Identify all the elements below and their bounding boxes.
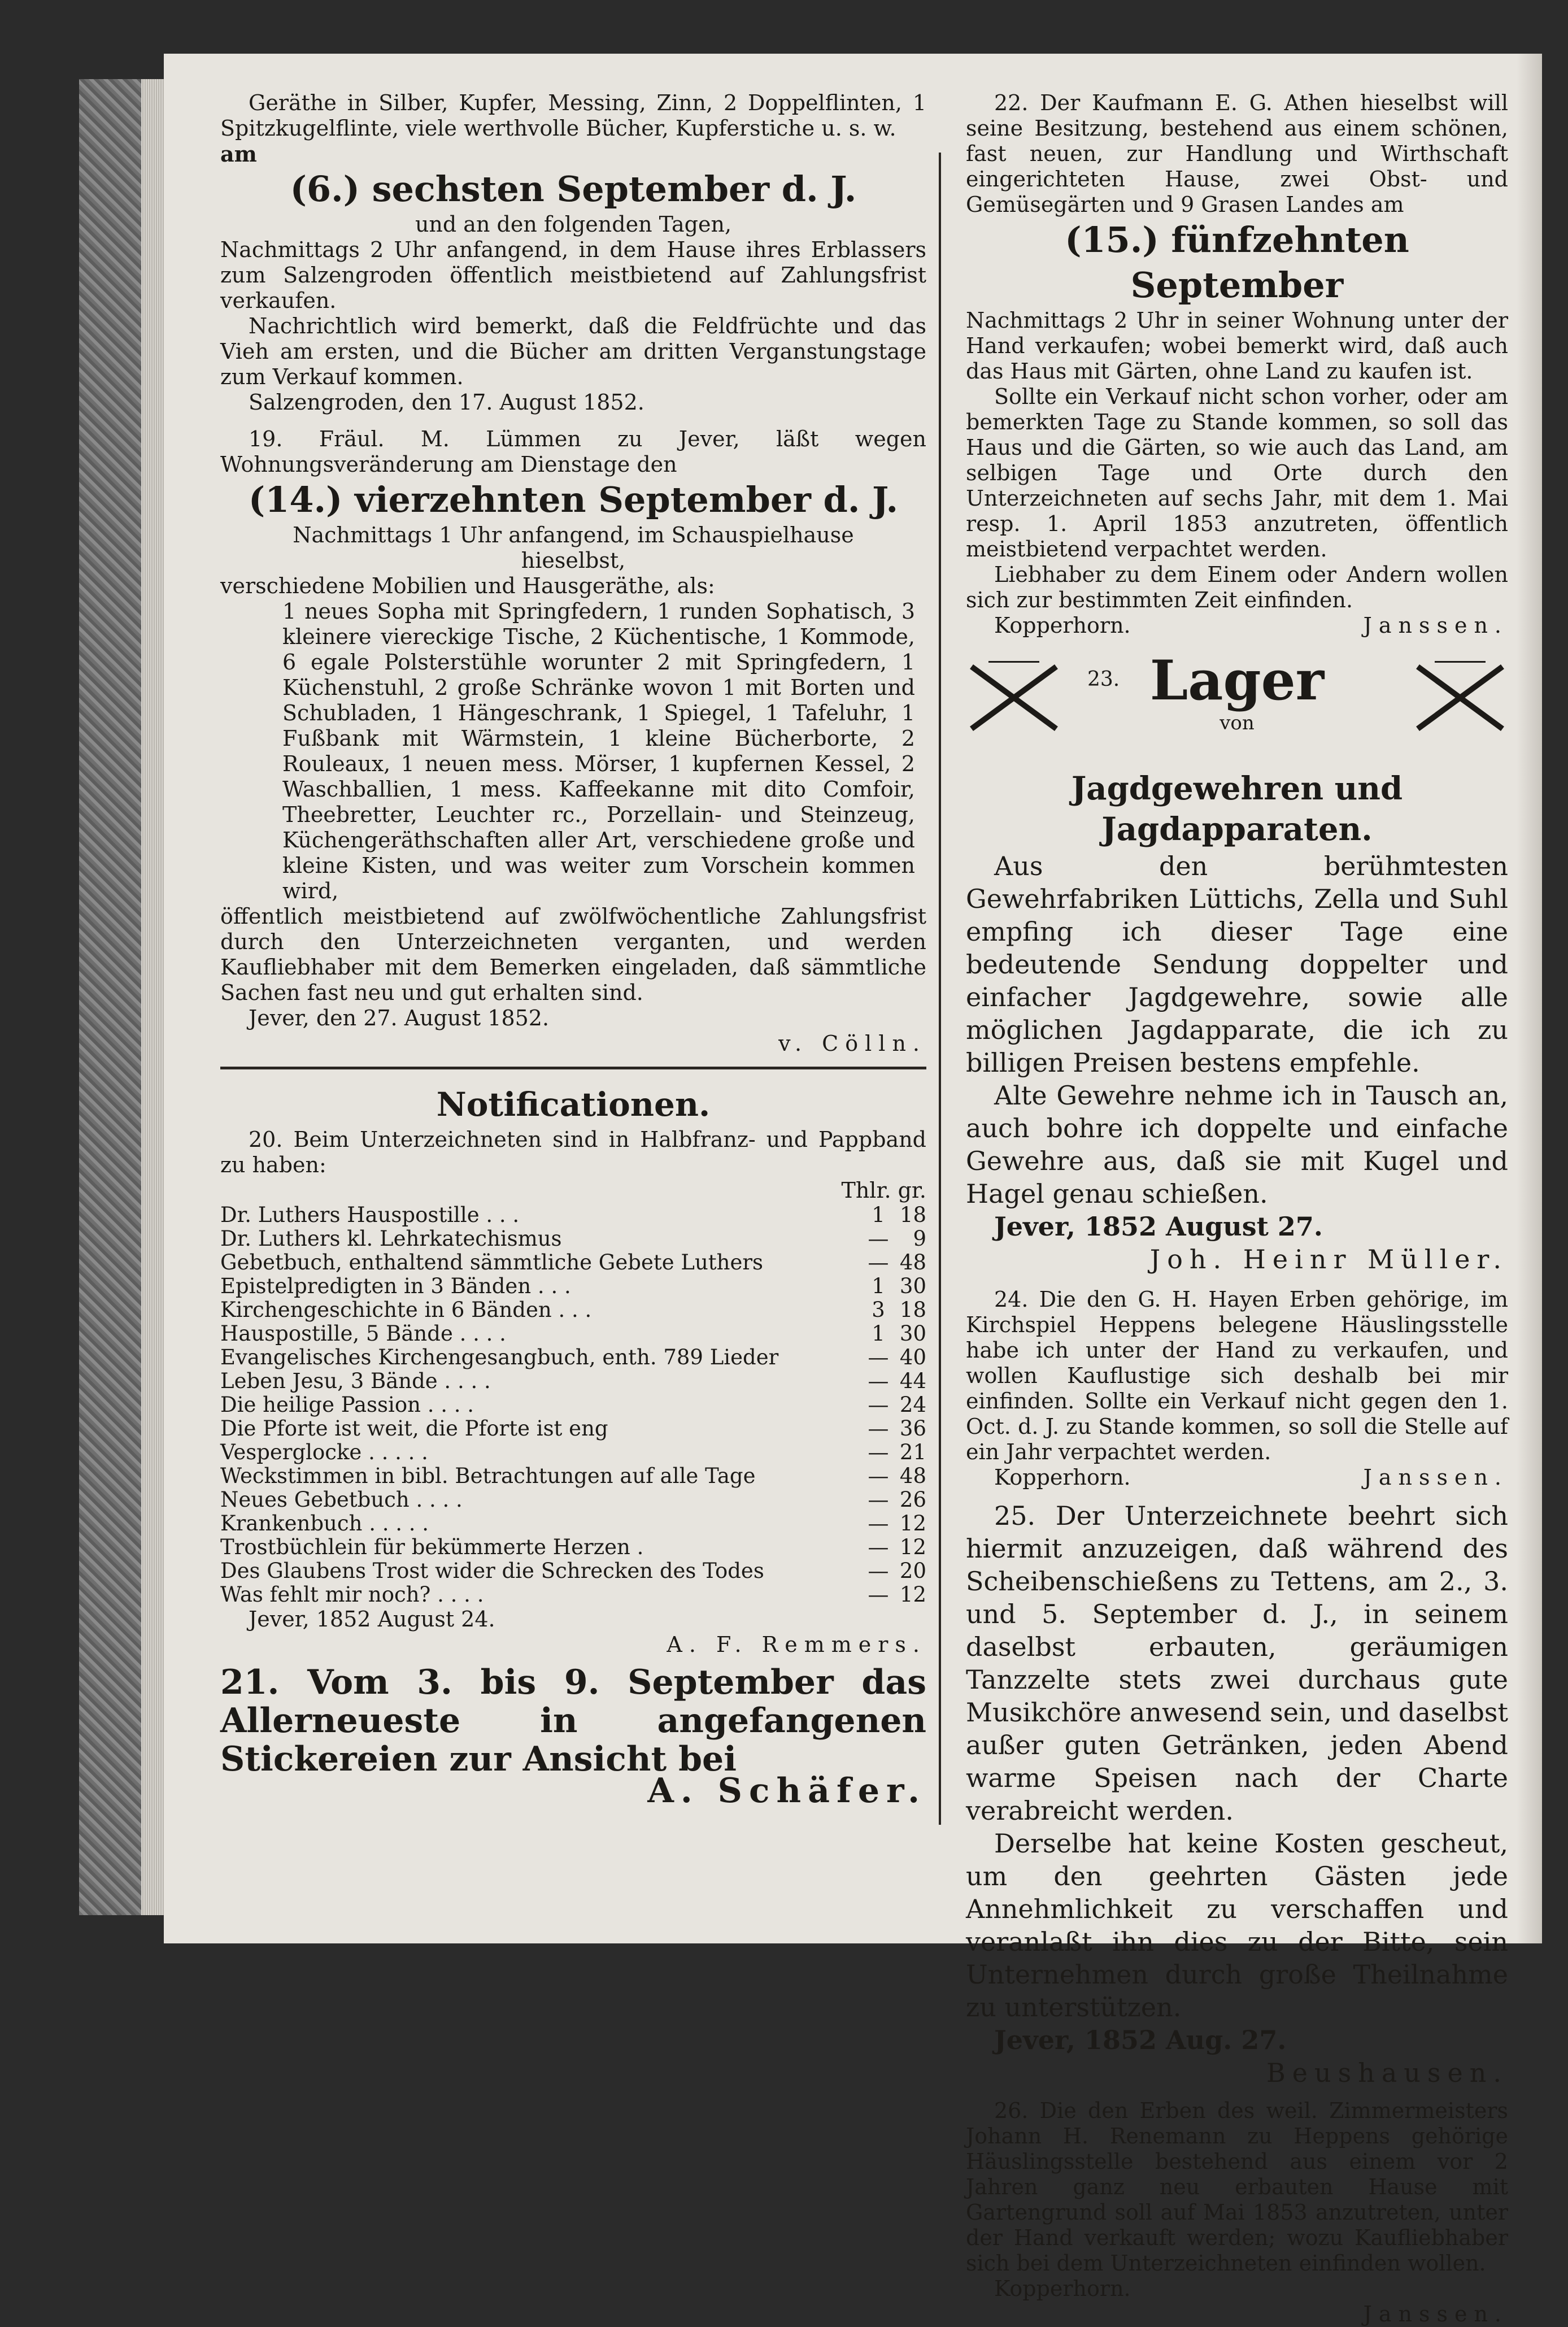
price-thaler: —	[868, 1393, 889, 1417]
price-thaler: 1	[872, 1203, 885, 1227]
lager-von: von	[1219, 712, 1255, 734]
table-row	[220, 1559, 926, 1583]
price-groschen: 40	[899, 1345, 926, 1369]
book-title: Was fehlt mir noch? . . . .	[220, 1582, 484, 1607]
book-title: Vesperglocke . . . . .	[220, 1440, 428, 1464]
item-text: Nachmittags 2 Uhr in seiner Wohnung unter der Hand verkaufen; wobei bemerkt wird, daß auch das Haus mit Gärten, ohne Land zu kaufen ist.	[966, 308, 1508, 384]
item-place-date: Jever, den 27. August 1852.	[249, 1006, 550, 1030]
table-row	[220, 1417, 926, 1441]
book-title: Epistelpredigten in 3 Bänden . . .	[220, 1274, 571, 1298]
book-title: Kirchengeschichte in 6 Bänden . . .	[220, 1298, 592, 1322]
price-groschen: 12	[899, 1582, 926, 1607]
signature: Beushausen.	[1266, 2058, 1508, 2088]
book-title: Trostbüchlein für bekümmerte Herzen .	[220, 1535, 644, 1559]
book-title: Krankenbuch . . . . .	[220, 1511, 429, 1536]
price-thaler: —	[868, 1511, 889, 1536]
item-text: Derselbe hat keine Kosten gescheut, um den geehrten Gästen jede Annehmlichkeit zu verschaffen und veranlaßt ihn dies zu der Bitte, sein Unternehmen durch große Theilnahme zu unterstützen.	[966, 1828, 1508, 2022]
price-thaler: 1	[872, 1274, 885, 1298]
item-text: 22. Der Kaufmann E. G. Athen hieselbst will seine Besitzung, bestehend aus einem schönen, fast neuen, zur Handlung und Wirthschaft eingerichteten Hause, zwei Obst- und Gemüsegärten und 9 Grasen Landes am	[966, 90, 1508, 217]
lager-title: Lager	[1149, 649, 1325, 712]
price-groschen: 48	[899, 1250, 926, 1275]
price-groschen: 44	[899, 1369, 926, 1393]
item-text: hieselbst,	[521, 548, 626, 573]
signature: v. Cölln.	[778, 1031, 926, 1056]
item-text: 26. Die den Erben des weil. Zimmermeisters Johann H. Renemann zu Heppens gehörige Häuslingsstelle bestehend aus einem vor 2 Jahren ganz neu erbauten Hause mit Gartengrund soll auf Mai 1853 anzutreten, unter der Hand verkauft werden; wozu Kaufliebhaber sich bei dem Unterzeichneten einfinden wollen.	[966, 2098, 1508, 2276]
price-thaler: —	[868, 1416, 889, 1441]
table-row	[220, 1322, 926, 1346]
price-thaler: —	[868, 1464, 889, 1488]
price-thaler: —	[868, 1345, 889, 1369]
table-row	[220, 1488, 926, 1512]
item-text: Sollte ein Verkauf nicht schon vorher, oder am bemerkten Tage zu Stande kommen, so soll das Haus und die Gärten, so wie auch das Land, am selbigen Tage und Orte durch den Unterzeichneten auf sechs Jahr, mit dem 1. Mai resp. 1. April 1853 anzutreten, öffentlich meistbietend verpachtet werden.	[966, 384, 1508, 562]
price-groschen: 12	[899, 1511, 926, 1536]
column-divider	[939, 153, 941, 1825]
book-title: Evangelisches Kirchengesangbuch, enth. 789 Lieder	[220, 1345, 779, 1369]
signature: Janssen.	[1363, 2302, 1508, 2326]
crossed-rifles-icon	[1412, 661, 1508, 734]
table-row	[220, 1536, 926, 1559]
price-groschen: 20	[899, 1559, 926, 1583]
table-row	[220, 1441, 926, 1464]
book-title: Hauspostille, 5 Bände . . . .	[220, 1321, 506, 1346]
price-thaler: —	[868, 1440, 889, 1464]
table-row	[220, 1369, 926, 1393]
page-edges	[141, 79, 167, 1915]
lager-header	[966, 650, 1508, 768]
item-text: Nachmittags 2 Uhr anfangend, in dem Hause ihres Erblassers zum Salzengroden öffentlich meistbietend auf Zahlungsfrist verkaufen.	[220, 237, 926, 313]
price-thaler: —	[868, 1582, 889, 1607]
date-heading: (6.) sechsten September d. J.	[290, 168, 857, 210]
item-text: Aus den berühmtesten Gewehrfabriken Lüttichs, Zella und Suhl empfing ich dieser Tage eine bedeutende Sendung doppelter und einfacher Jagdgewehre, sowie alle möglichen Jagdapparate, die ich zu billigen Preisen bestens empfehle.	[966, 851, 1508, 1078]
item-text: Geräthe in Silber, Kupfer, Messing, Zinn, 2 Doppelflinten, 1 Spitzkugelflinte, viele werthvolle Bücher, Kupferstiche u. s. w.	[220, 90, 926, 141]
date-heading: (14.) vierzehnten September d. J.	[248, 479, 899, 520]
lager-subtitle: Jagdgewehren und Jagdapparaten.	[1071, 770, 1403, 848]
book-title: Dr. Luthers kl. Lehrkatechismus	[220, 1226, 562, 1251]
item-text: am	[220, 141, 257, 167]
price-thaler: —	[868, 1535, 889, 1559]
signature: A. Schäfer.	[647, 1771, 926, 1811]
item-text: und an den folgenden Tagen,	[415, 212, 732, 237]
item-text: 19. Fräul. M. Lümmen zu Jever, läßt wegen Wohnungsveränderung am Dienstage den	[220, 427, 926, 477]
item-place-date	[966, 1465, 1508, 1490]
price-thaler: —	[868, 1250, 889, 1275]
price-groschen: 18	[899, 1203, 926, 1227]
table-row	[220, 1298, 926, 1322]
item-place-date: Salzengroden, den 17. August 1852.	[249, 390, 644, 415]
price-groschen: 9	[913, 1226, 926, 1251]
item-text: Liebhaber zu dem Einem oder Andern wollen sich zur bestimmten Zeit einfinden.	[966, 562, 1508, 612]
book-title: Gebetbuch, enthaltend sämmtliche Gebete Luthers	[220, 1250, 764, 1275]
book-title: Leben Jesu, 3 Bände . . . .	[220, 1369, 491, 1393]
price-groschen: 30	[899, 1321, 926, 1346]
signature: A. F. Remmers.	[667, 1632, 926, 1657]
table-row	[220, 1203, 926, 1227]
book-title: Dr. Luthers Hauspostille . . .	[220, 1203, 520, 1227]
currency-header: Thlr. gr.	[841, 1178, 926, 1203]
signature: Joh. Heinr Müller.	[1149, 1244, 1508, 1275]
book-title: Des Glaubens Trost wider die Schrecken des Todes	[220, 1559, 764, 1583]
signature: Janssen.	[1363, 1465, 1508, 1490]
item-place-date: Jever, 1852 August 27.	[994, 1211, 1323, 1242]
book-cover-edge	[79, 79, 141, 1915]
place: Kopperhorn.	[994, 613, 1131, 638]
table-row	[220, 1227, 926, 1251]
signature: Janssen.	[1363, 613, 1508, 638]
book-title: Die heilige Passion . . . .	[220, 1393, 474, 1417]
left-column	[220, 90, 926, 1811]
table-row	[220, 1275, 926, 1298]
book-price-table	[220, 1203, 926, 1607]
item-text: Nachmittags 1 Uhr anfangend, im Schauspielhause	[293, 523, 854, 547]
price-groschen: 21	[899, 1440, 926, 1464]
table-row	[220, 1583, 926, 1607]
book-title: Weckstimmen in bibl. Betrachtungen auf alle Tage	[220, 1464, 756, 1488]
table-row	[220, 1251, 926, 1275]
page-right-edge	[1517, 54, 1542, 1943]
item-text: Alte Gewehre nehme ich in Tausch an, auch bohre ich doppelte und einfache Gewehre aus, daß sie mit Kugel und Hagel genau schießen.	[966, 1080, 1508, 1209]
price-groschen: 48	[899, 1464, 926, 1488]
section-heading: Notificationen.	[436, 1085, 711, 1124]
price-groschen: 30	[899, 1274, 926, 1298]
ad-21-text: 21. Vom 3. bis 9. September das Allerneueste in angefangenen Stickereien zur Ansicht bei	[220, 1663, 926, 1779]
price-thaler: 1	[872, 1321, 885, 1346]
price-thaler: —	[868, 1369, 889, 1393]
price-thaler: —	[868, 1559, 889, 1583]
price-thaler: 3	[872, 1298, 885, 1322]
table-row	[220, 1346, 926, 1369]
item-number: 23.	[1087, 668, 1120, 691]
table-row	[220, 1512, 926, 1536]
price-groschen: 24	[899, 1393, 926, 1417]
price-groschen: 26	[899, 1487, 926, 1512]
price-groschen: 18	[899, 1298, 926, 1322]
item-place-date	[966, 613, 1508, 638]
item-text: öffentlich meistbietend auf zwölfwöchentliche Zahlungsfrist durch den Unterzeichneten verganten, und werden Kaufliebhaber mit dem Bemerken eingeladen, daß sämmtliche Sachen fast neu und gut erhalten sind.	[220, 904, 926, 1005]
item-text: 20. Beim Unterzeichneten sind in Halbfranz- und Pappband zu haben:	[220, 1127, 926, 1177]
item-place-date: Jever, 1852 August 24.	[249, 1607, 495, 1632]
section-rule	[220, 1067, 926, 1069]
table-row	[220, 1393, 926, 1417]
item-text: 24. Die den G. H. Hayen Erben gehörige, im Kirchspiel Heppens belegene Häuslingsstelle habe ich unter der Hand zu verkaufen, und wollen Kauflustige sich deshalb bei mir einfinden. Sollte ein Verkauf nicht gegen den 1. Oct. d. J. zu Stande kommen, so soll die Stelle auf ein Jahr verpachtet werden.	[966, 1287, 1508, 1464]
item-text: verschiedene Mobilien und Hausgeräthe, als:	[220, 573, 715, 598]
item-place-date: Kopperhorn.	[994, 2276, 1131, 2301]
item-text: 25. Der Unterzeichnete beehrt sich hiermit anzuzeigen, daß während des Scheibenschießens zu Tettens, am 2., 3. und 5. September d. J., in seinem daselbst erbauten, geräumigen Tanzzelte stets zwei durchaus gute Musikchöre anwesend sein, und daselbst außer guten Getränken, jeden Abend warme Speisen nach der Charte verabreicht werden.	[966, 1500, 1508, 1826]
right-column	[966, 90, 1508, 2327]
item-text: Nachrichtlich wird bemerkt, daß die Feldfrüchte und das Vieh am ersten, und die Bücher am dritten Verganstungstage zum Verkauf kommen.	[220, 314, 926, 389]
price-thaler: —	[868, 1487, 889, 1512]
price-groschen: 36	[899, 1416, 926, 1441]
item-place-date: Jever, 1852 Aug. 27.	[994, 2025, 1287, 2055]
date-heading: (15.) fünfzehnten September	[1065, 219, 1409, 306]
place: Kopperhorn.	[994, 1465, 1131, 1490]
book-title: Neues Gebetbuch . . . .	[220, 1487, 463, 1512]
price-thaler: —	[868, 1226, 889, 1251]
book-title: Die Pforte ist weit, die Pforte ist eng	[220, 1416, 608, 1441]
table-row	[220, 1464, 926, 1488]
item-list: 1 neues Sopha mit Springfedern, 1 runden Sophatisch, 3 kleinere viereckige Tische, 2 Küchentische, 1 Kommode, 6 egale Polsterstühle worunter 2 mit Springfedern, 1 Küchenstuhl, 2 große Schränke wovon 1 mit Borten und Schubladen, 1 Hängeschrank, 1 Spiegel, 1 Tafeluhr, 1 Fußbank mit Wärmstein, 1 kleine Bücherborte, 2 Rouleaux, 1 neuen mess. Mörser, 1 kupfernen Kessel, 2 Waschballien, 1 mess. Kaffeekanne mit dito Comfoir, Theebretter, Leuchter rc., Porzellain- und Steinzeug, Küchengeräthschaften aller Art, verschiedene große und kleine Kisten, und was weiter zum Vorschein kommen wird,	[282, 599, 915, 903]
price-groschen: 12	[899, 1535, 926, 1559]
